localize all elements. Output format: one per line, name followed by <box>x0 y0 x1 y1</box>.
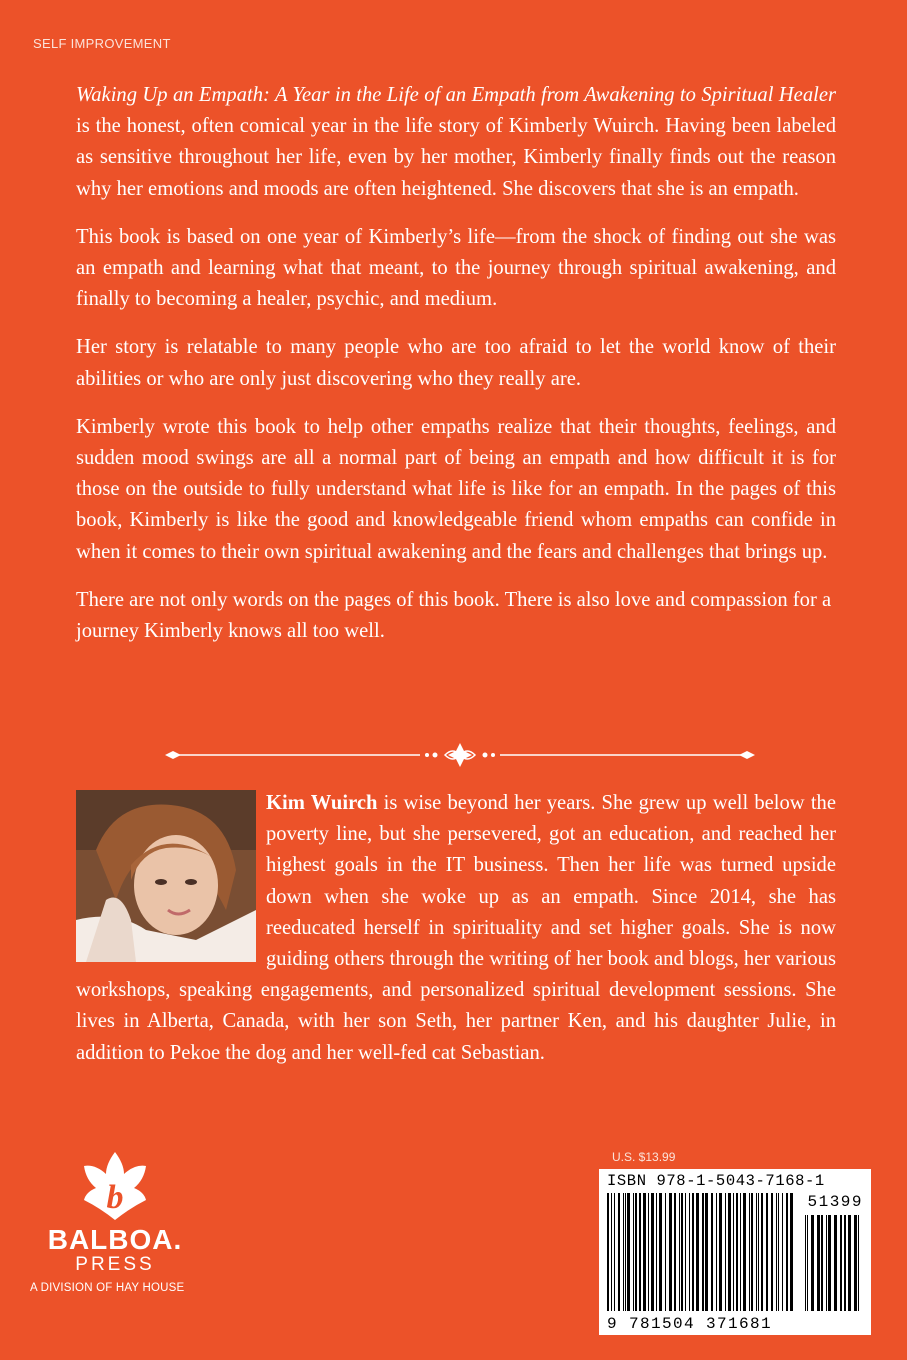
barcode-bar <box>761 1193 763 1311</box>
book-title: Waking Up an Empath: A Year in the Life of an Empath from Awakening to Spiritual Healer <box>76 84 836 106</box>
barcode-bar <box>618 1193 620 1311</box>
blurb-paragraph-5: There are not only words on the pages of this book. There is also love and compassion for a journey Kimberly knows all too well. <box>76 588 832 643</box>
barcode-bar <box>607 1193 609 1311</box>
publisher-logo <box>30 1150 200 1330</box>
barcode-bar <box>817 1215 820 1311</box>
publisher-name: BALBOA. <box>47 1224 183 1255</box>
barcode-bar <box>821 1215 823 1311</box>
barcode-bar <box>756 1193 757 1311</box>
blurb-paragraph-1: Waking Up an Empath: A Year in the Life of an Empath from Awakening to Spiritual Healer is the honest, often comical year in the life story of Kimberly Wuirch. Having been labeled as sensitive throughout her life, even by her mother, Kimberly finally finds out the reason why her emotions and moods are often heightened. She discovers that she is an empath. <box>76 84 836 200</box>
barcode-bar <box>696 1193 699 1311</box>
barcode-bar <box>805 1215 806 1311</box>
author-name: Kim Wuirch <box>266 792 378 814</box>
barcode-bar <box>782 1193 783 1311</box>
barcode-bar <box>635 1193 637 1311</box>
barcode-bar <box>743 1193 746 1311</box>
logo-letter: b <box>106 1179 124 1216</box>
barcode-bar <box>639 1193 641 1311</box>
ean-barcode-bars <box>607 1193 795 1311</box>
barcode-bar <box>848 1215 851 1311</box>
barcode-bar <box>811 1215 814 1311</box>
barcode-bar <box>689 1193 690 1311</box>
barcode-bar <box>786 1193 788 1311</box>
barcode-bar <box>643 1193 646 1311</box>
flourish-divider-icon <box>165 740 755 770</box>
barcode <box>599 1169 871 1335</box>
barcode-bar <box>828 1215 831 1311</box>
barcode-bar <box>844 1215 846 1311</box>
barcode-bar <box>807 1215 808 1311</box>
barcode-bar <box>840 1215 842 1311</box>
barcode-bar <box>669 1193 672 1311</box>
barcode-bar <box>681 1193 683 1311</box>
barcode-bar <box>656 1193 657 1311</box>
barcode-bar <box>702 1193 704 1311</box>
barcode-bar <box>651 1193 654 1311</box>
barcode-bar <box>826 1215 827 1311</box>
barcode-bar <box>736 1193 738 1311</box>
barcode-bar <box>771 1193 773 1311</box>
isbn-text: ISBN 978-1-5043-7168-1 <box>607 1172 825 1190</box>
barcode-bar <box>751 1193 753 1311</box>
category-label: SELF IMPROVEMENT <box>33 36 171 51</box>
barcode-bar <box>749 1193 750 1311</box>
barcode-bar <box>740 1193 741 1311</box>
author-bio <box>76 788 836 1069</box>
blurb-paragraph-4: Kimberly wrote this book to help other empaths realize that their thoughts, feelings, and sudden mood swings are all a normal part of being an empath and how difficult it is for those on the outside to fully understand what life is like for an empath. In the pages of this book, Kimberly is like the good and knowledgeable friend whom empaths can confide in when it comes to their own spiritual awakening and the fears and challenges that brings up. <box>76 415 836 563</box>
barcode-bar <box>790 1193 793 1311</box>
barcode-bar <box>758 1193 759 1311</box>
barcode-bar <box>679 1193 680 1311</box>
barcode-bar <box>692 1193 694 1311</box>
barcode-bar <box>719 1193 722 1311</box>
author-bio-text: is wise beyond her years. She grew up well below the poverty line, but she persevered, got an education, and reached her highest goals in the IT business. Then her life was turned upside down when she woke up as an empath. Since 2014, she has reeducated herself in spirituality and set higher goals. She is now guiding others through the writing of her book and blogs, her various workshops, speaking engagements, and personalized spiritual development sessions. She lives in Alberta, Canada, with her son Seth, her partner Ken, and his daughter Julie, in addition to Pekoe the dog and her well-fed cat Sebastian. <box>76 792 836 1064</box>
blurb-paragraph-2: This book is based on one year of Kimberly’s life—from the shock of finding out she was an empath and learning what that meant, to the journey through spiritual awakening, and finally to becoming a healer, psychic, and medium. <box>76 225 836 311</box>
barcode-bar <box>633 1193 634 1311</box>
barcode-bar <box>614 1193 615 1311</box>
barcode-bar <box>705 1193 708 1311</box>
ean-digits: 9 781504 371681 <box>607 1315 773 1333</box>
barcode-bar <box>711 1193 713 1311</box>
barcode-bar <box>778 1193 779 1311</box>
barcode-bar <box>665 1193 666 1311</box>
barcode-bar <box>625 1193 626 1311</box>
barcode-bar <box>834 1215 837 1311</box>
blurb-paragraph-3: Her story is relatable to many people who are too afraid to let the world know of their abilities or who are only just discovering who they really are. <box>76 336 836 390</box>
publisher-sub: PRESS <box>75 1254 155 1275</box>
barcode-bar <box>725 1193 726 1311</box>
price-label: U.S. $13.99 <box>612 1150 676 1164</box>
lotus-logo-icon <box>80 1150 150 1222</box>
addon-barcode-bars <box>805 1215 863 1311</box>
barcode-bar <box>627 1193 630 1311</box>
barcode-bar <box>674 1193 676 1311</box>
barcode-bar <box>854 1215 857 1311</box>
publisher-division: A DIVISION OF HAY HOUSE <box>30 1282 185 1294</box>
barcode-bar <box>611 1193 612 1311</box>
barcode-bar <box>766 1193 768 1311</box>
barcode-bar <box>728 1193 731 1311</box>
barcode-bar <box>733 1193 734 1311</box>
barcode-bar <box>716 1193 717 1311</box>
barcode-bar <box>685 1193 686 1311</box>
barcode-bar <box>776 1193 777 1311</box>
barcode-bar <box>648 1193 649 1311</box>
barcode-bar <box>858 1215 859 1311</box>
barcode-bar <box>659 1193 662 1311</box>
barcode-bar <box>623 1193 624 1311</box>
book-description <box>76 80 836 664</box>
price-code: 51399 <box>807 1193 863 1211</box>
